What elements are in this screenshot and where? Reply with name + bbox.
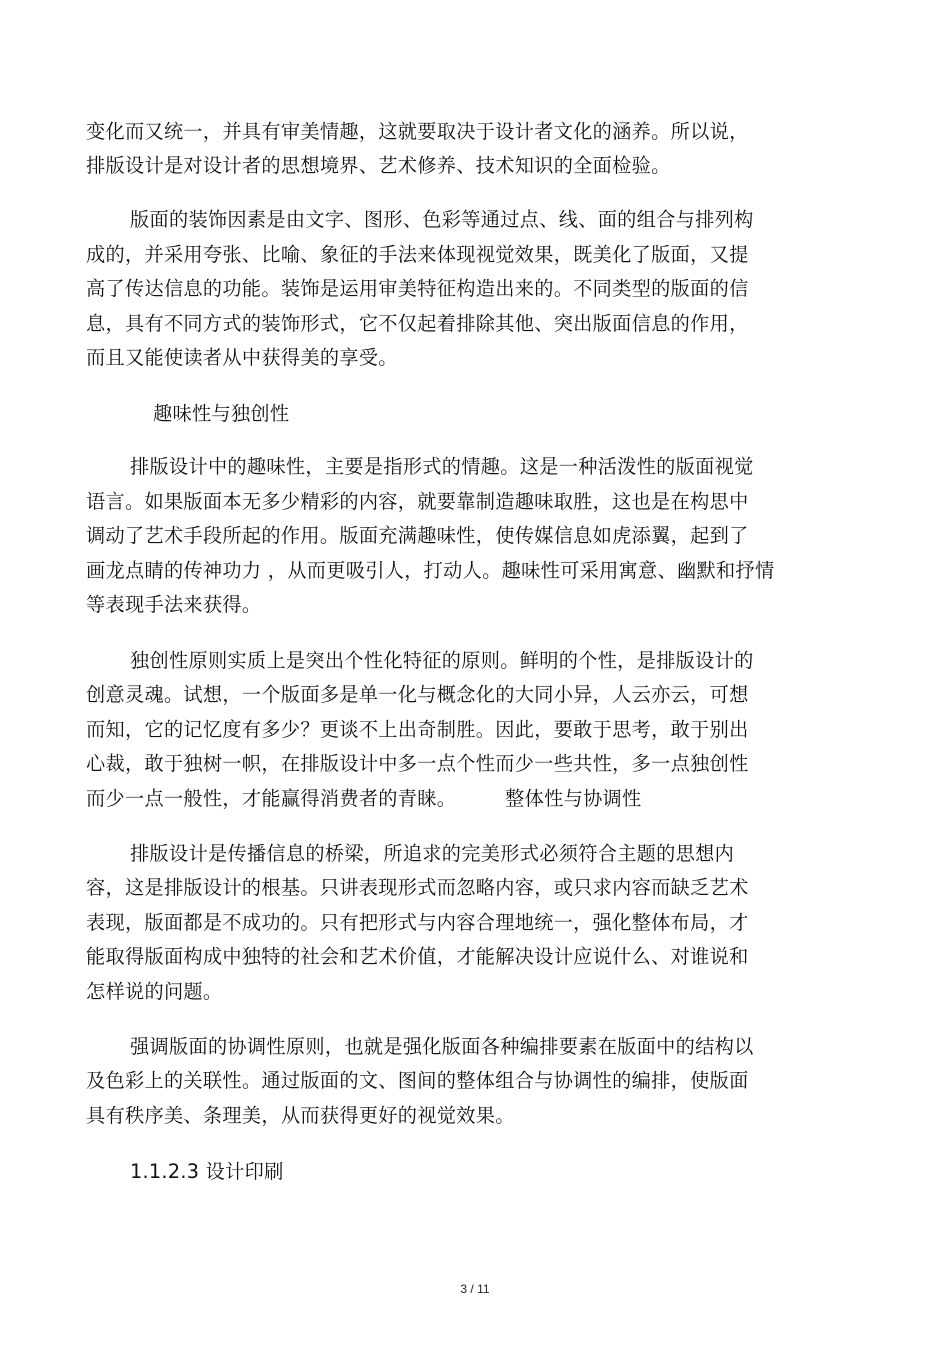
text-line: 排版设计中的趣味性，主要是指形式的情趣。这是一种活泼性的版面视觉 xyxy=(130,455,754,478)
text-line: 排版设计是传播信息的桥梁，所追求的完美形式必须符合主题的思想内 xyxy=(130,842,735,865)
text-line: 而少一点一般性，才能赢得消费者的青睐。 整体性与协调性 xyxy=(86,787,642,810)
subheading: 趣味性与独创性 xyxy=(153,402,290,425)
text-line: 版面的装饰因素是由文字、图形、色彩等通过点、线、面的组合与排列构 xyxy=(130,208,754,231)
text-line: 强调版面的协调性原则，也就是强化版面各种编排要素在版面中的结构以 xyxy=(130,1035,754,1058)
page-number: 3 / 11 xyxy=(460,1282,490,1296)
text-line: 具有秩序美、条理美，从而获得更好的视觉效果。 xyxy=(86,1104,515,1127)
text-line: 容，这是排版设计的根基。只讲表现形式而忽略内容，或只求内容而缺乏艺术 xyxy=(86,876,749,899)
text-line: 独创性原则实质上是突出个性化特征的原则。鲜明的个性，是排版设计的 xyxy=(130,649,754,672)
text-line: 息，具有不同方式的装饰形式，它不仅起着排除其他、突出版面信息的作用， xyxy=(86,312,749,335)
text-line: 而且又能使读者从中获得美的享受。 xyxy=(86,346,398,369)
text-line: 创意灵魂。试想，一个版面多是单一化与概念化的大同小异，人云亦云，可想 xyxy=(86,683,749,706)
text-line: 语言。如果版面本无多少精彩的内容，就要靠制造趣味取胜，这也是在构思中 xyxy=(86,490,749,513)
text-line: 成的，并采用夸张、比喻、象征的手法来体现视觉效果，既美化了版面，又提 xyxy=(86,243,749,266)
text-line: 能取得版面构成中独特的社会和艺术价值，才能解决设计应说什么、对谁说和 xyxy=(86,945,749,968)
text-line: 调动了艺术手段所起的作用。版面充满趣味性，使传媒信息如虎添翼，起到了 xyxy=(86,524,749,547)
text-line: 表现，版面都是不成功的。只有把形式与内容合理地统一，强化整体布局，才 xyxy=(86,911,749,934)
text-line: 心裁，敢于独树一帜，在排版设计中多一点个性而少一些共性，多一点独创性 xyxy=(86,752,749,775)
text-line: 等表现手法来获得。 xyxy=(86,593,262,616)
text-line: 画龙点睛的传神功力 ，从而更吸引人，打动人。趣味性可采用寓意、幽默和抒情 xyxy=(86,559,775,582)
section-heading: 1.1.2.3 设计印刷 xyxy=(130,1160,284,1183)
text-line: 及色彩上的关联性。通过版面的文、图间的整体组合与协调性的编排，使版面 xyxy=(86,1069,749,1092)
text-line: 怎样说的问题。 xyxy=(86,980,223,1003)
text-line: 排版设计是对设计者的思想境界、艺术修养、技术知识的全面检验。 xyxy=(86,154,671,177)
text-line: 高了传达信息的功能。装饰是运用审美特征构造出来的。不同类型的版面的信 xyxy=(86,277,749,300)
text-line: 变化而又统一，并具有审美情趣，这就要取决于设计者文化的涵养。所以说， xyxy=(86,120,749,143)
text-line: 而知，它的记忆度有多少？更谈不上出奇制胜。因此，要敢于思考，敢于别出 xyxy=(86,718,749,741)
